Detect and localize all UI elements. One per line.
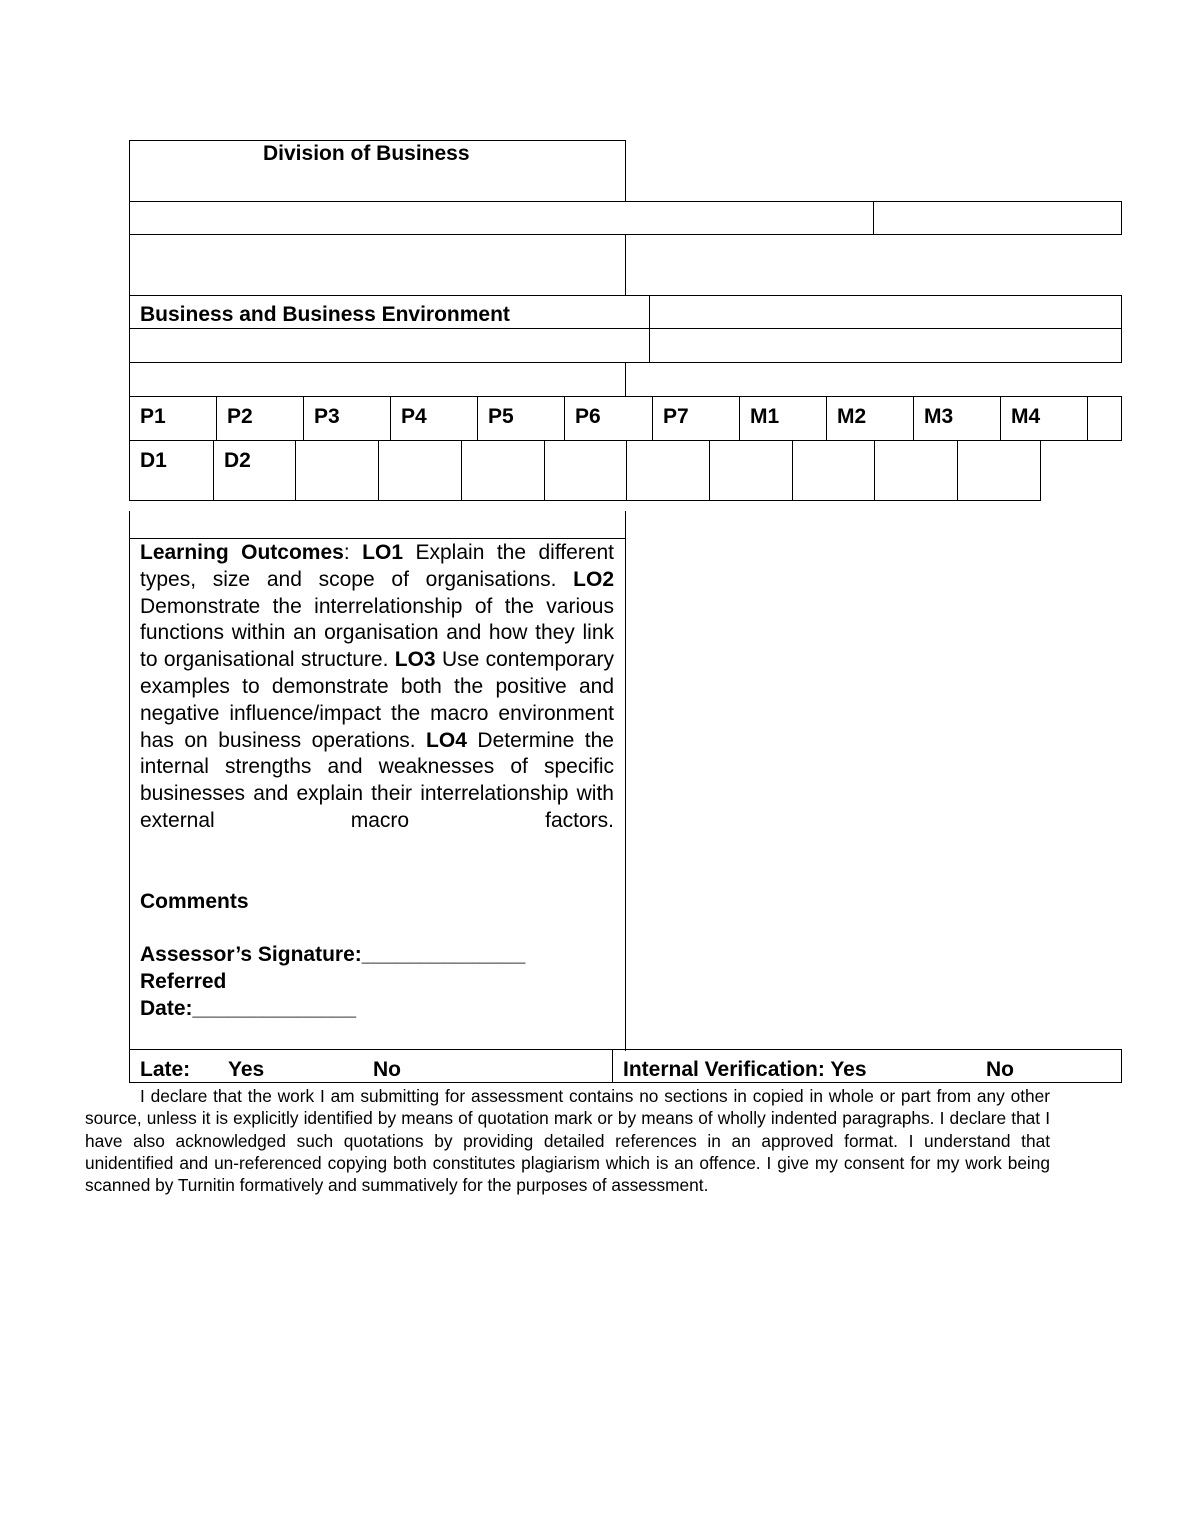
criteria-cell-m4: M4	[1000, 396, 1088, 441]
learning-outcomes-separator: :	[343, 541, 350, 564]
referred-label: Referred	[140, 970, 227, 993]
late-yes-option[interactable]: Yes	[228, 1058, 265, 1081]
criteria-cell-empty	[295, 440, 379, 501]
criteria-cell-empty	[874, 440, 958, 501]
blank-row-1-divider	[873, 201, 874, 235]
criteria-cell-d1: D1	[129, 440, 214, 501]
lo2-label: LO2	[573, 567, 614, 591]
criteria-cell-empty	[544, 440, 627, 501]
lo1-text: Explain the different types, size and scope of organisations.	[140, 541, 615, 591]
lower-left-border	[129, 511, 130, 1051]
criteria-cell-m2: M2	[826, 396, 914, 441]
criteria-cell-p3: P3	[303, 396, 391, 441]
lo2-text: Demonstrate the interrelationship of the various functions within an organisation and how they link to organisational structure.	[140, 594, 614, 672]
internal-verification-no-option[interactable]: No	[986, 1058, 1014, 1081]
criteria-cell-p1: P1	[129, 396, 217, 441]
criteria-cell-empty	[709, 440, 793, 501]
lower-top-rule	[129, 538, 626, 539]
criteria-cell-empty	[626, 440, 710, 501]
criteria-cell-empty	[461, 440, 545, 501]
lo4-label: LO4	[426, 728, 467, 752]
declaration-paragraph	[85, 1085, 1050, 1196]
blank-row-3-left	[129, 328, 650, 363]
declaration-text: I declare that the work I am submitting for assessment contains no sections in copied in whole or part from any other source, unless it is explicitly identified by means of quotation mark or by means of wholly indented paragraphs. I declare that I have also acknowledged such quotations by providing detailed references in an approved format. I understand that unidentified and un-referenced copying both constitutes plagiarism which is an offence. I give my consent for my work being scanned by Turnitin formatively and summatively for the purposes of assessment.	[85, 1086, 1050, 1196]
criteria-cell-m3: M3	[913, 396, 1001, 441]
lo1-label: LO1	[362, 541, 404, 564]
lower-mid-border	[625, 511, 626, 1051]
criteria-cell-p7: P7	[652, 396, 740, 441]
lo4-text: Determine the internal strengths and weaknesses of specific businesses and explain their interrelationship with external macro factors.	[140, 728, 614, 832]
criteria-cell-p6: P6	[564, 396, 653, 441]
blank-row-2-left	[129, 234, 626, 296]
criteria-cell-empty	[957, 440, 1041, 501]
division-right-divider	[625, 140, 626, 202]
lo3-label: LO3	[394, 648, 436, 672]
criteria-cell-blank	[1087, 396, 1122, 441]
criteria-cell-p2: P2	[216, 396, 304, 441]
learning-outcomes-label: Learning Outcomes	[140, 541, 344, 564]
blank-row-1	[129, 201, 1122, 235]
lo3-text: Use contemporary examples to demonstrate both the positive and negative influence/impact the macro environment has on business operations.	[140, 648, 614, 752]
learning-outcomes-block	[140, 540, 614, 835]
late-no-option[interactable]: No	[373, 1058, 401, 1081]
unit-title: Business and Business Environment	[140, 303, 510, 326]
late-label: Late:	[140, 1058, 191, 1081]
criteria-cell-m1: M1	[739, 396, 827, 441]
division-title: Division of Business	[263, 142, 470, 165]
assessor-signature-field[interactable]: Assessor’s Signature:______________	[140, 943, 526, 966]
criteria-cell-empty	[378, 440, 462, 501]
unit-title-right-cell	[649, 295, 1122, 329]
criteria-cell-p4: P4	[390, 396, 478, 441]
criteria-cell-d2: D2	[213, 440, 296, 501]
comments-label: Comments	[140, 890, 249, 913]
criteria-cell-p5: P5	[477, 396, 565, 441]
blank-row-4-left	[129, 362, 626, 397]
late-cell	[129, 1049, 613, 1083]
blank-row-3-right	[649, 328, 1122, 363]
blank-row-2-top-line	[625, 234, 1122, 235]
internal-verification-label[interactable]: Internal Verification: Yes	[623, 1058, 867, 1081]
criteria-cell-empty	[792, 440, 875, 501]
date-field[interactable]: Date:______________	[140, 997, 357, 1020]
